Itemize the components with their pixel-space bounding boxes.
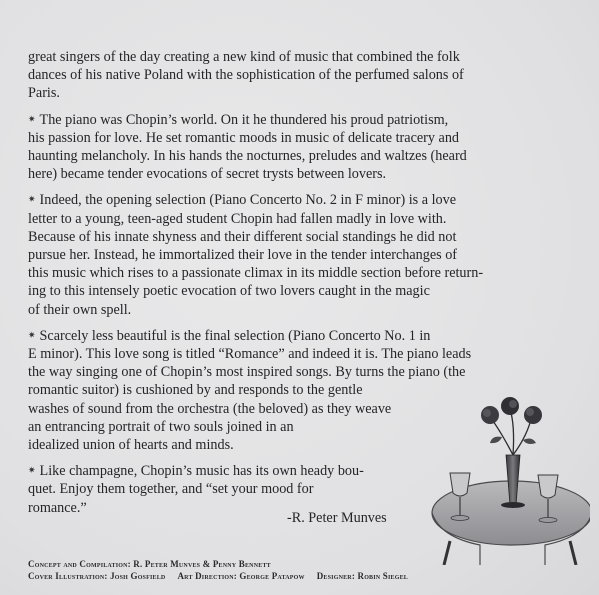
text-line: dances of his native Poland with the sophistication of the perfumed salons of (28, 67, 464, 84)
text-line: the way singing one of Chopin’s most inspired songs. By turns the piano (the (28, 364, 466, 381)
credit-designer: Designer: Robin Siegel (316, 571, 408, 581)
credits-block (28, 558, 588, 582)
text-line: haunting melancholy. In his hands the nocturnes, preludes and waltzes (heard (28, 148, 467, 165)
text-line: pursue her. Instead, he immortalized their love in the tender interchanges of (28, 247, 458, 264)
text-line: letter to a young, teen-aged student Chopin had fallen madly in love with. (28, 210, 447, 227)
star-bullet-icon: ✷ (28, 465, 36, 476)
star-bullet-icon: ✷ (28, 194, 36, 205)
signature: -R. Peter Munves (287, 510, 387, 526)
text-line: of their own spell. (28, 301, 132, 318)
text-line: great singers of the day creating a new kind of music that combined the folk (28, 49, 460, 65)
text-line: quet. Enjoy them together, and “set your mood for (28, 481, 314, 498)
credits-line-1: Concept and Compilation: R. Peter Munves & Penny Bennett (28, 559, 271, 569)
table-roses-champagne-illustration (420, 395, 590, 565)
text-line: romantic suitor) is cushioned by and responds to the gentle (28, 382, 363, 399)
text-line: washes of sound from the orchestra (the beloved) as they weave (28, 400, 392, 417)
text-line: The piano was Chopin’s world. On it he thundered his proud patriotism, (39, 111, 449, 128)
text-line: Scarcely less beautiful is the final selection (Piano Concerto No. 1 in (39, 327, 431, 344)
paragraph-2 (28, 110, 576, 184)
text-line: here) became tender evocations of secret trysts between lovers. (28, 166, 387, 183)
text-line: romance.” (28, 499, 87, 516)
text-line: Because of his innate shyness and their different social standings he did not (28, 228, 457, 245)
text-line: this music which rises to a passionate climax in its middle section before return- (28, 265, 484, 282)
text-line: Like champagne, Chopin’s music has its own heady bou- (39, 463, 364, 480)
paragraph-3 (28, 190, 576, 318)
text-line: his passion for love. He set romantic moods in music of delicate tracery and (28, 129, 460, 146)
text-line: an entrancing portrait of two souls joined in an (28, 418, 294, 435)
credit-cover-illustration: Cover Illustration: Josh Gosfield (28, 571, 166, 581)
credits-line-2 (28, 570, 588, 582)
paragraph-1 (28, 48, 576, 103)
text-line: idealized union of hearts and minds. (28, 437, 234, 454)
star-bullet-icon: ✷ (28, 113, 36, 124)
text-line: ing to this intensely poetic evocation of two lovers caught in the magic (28, 283, 430, 300)
text-line: E minor). This love song is titled “Romance” and indeed it is. The piano leads (28, 346, 472, 363)
text-line: Paris. (28, 85, 60, 102)
text-line: Indeed, the opening selection (Piano Concerto No. 2 in F minor) is a love (39, 192, 457, 209)
paragraph-5 (28, 461, 433, 517)
credit-art-direction: Art Direction: George Patapow (177, 571, 305, 581)
star-bullet-icon: ✷ (28, 329, 36, 340)
